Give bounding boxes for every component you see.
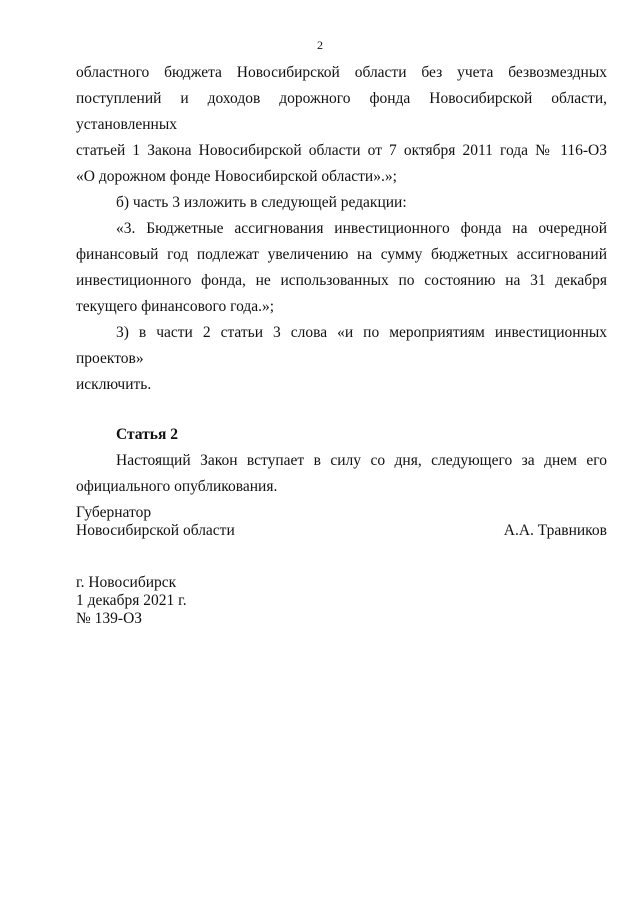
signatory-name: А.А. Травников [503, 522, 607, 539]
paragraph-part-3-intro [76, 190, 607, 216]
text-line: Настоящий Закон вступает в силу со дня, следующего за днем его [116, 452, 607, 469]
text-line: текущего финансового года.»; [76, 298, 275, 315]
signature-block [76, 504, 607, 540]
text-line: б) часть 3 изложить в следующей редакции: [116, 194, 407, 211]
text-line: финансовый год подлежат увеличению на сумму бюджетных ассигнований [76, 246, 607, 263]
text-line: статьей 1 Закона Новосибирской области от 7 октября 2011 года № 116-ОЗ [76, 142, 607, 159]
paragraph-part-3-text [76, 216, 607, 320]
text-line: «3. Бюджетные ассигнования инвестиционного фонда на очередной [116, 220, 607, 237]
article-2-text [76, 448, 607, 500]
city: г. Новосибирск [76, 574, 177, 591]
law-details [76, 574, 187, 628]
text-line: официального опубликования. [76, 478, 278, 495]
text-line: поступлений и доходов дорожного фонда Новосибирской области, установленных [76, 90, 607, 133]
text-line: исключить. [76, 376, 152, 393]
page-number: 2 [317, 38, 323, 52]
document-body [76, 60, 607, 500]
paragraph-item-3 [76, 320, 607, 398]
article-heading: Статья 2 [116, 426, 178, 443]
signing-date: 1 декабря 2021 г. [76, 592, 187, 609]
signatory-title: Губернатор [76, 504, 152, 521]
law-number: № 139-ОЗ [76, 610, 143, 627]
paragraph-continuation [76, 60, 607, 190]
text-line: «О дорожном фонде Новосибирской области».»; [76, 168, 397, 185]
text-line: 3) в части 2 статьи 3 слова «и по мероприятиям инвестиционных проектов» [76, 324, 607, 367]
text-line: областного бюджета Новосибирской области без учета безвозмездных [76, 64, 607, 81]
text-line: инвестиционного фонда, не использованных по состоянию на 31 декабря [76, 272, 607, 289]
signature-row [76, 522, 607, 540]
signatory-region: Новосибирской области [76, 522, 235, 539]
